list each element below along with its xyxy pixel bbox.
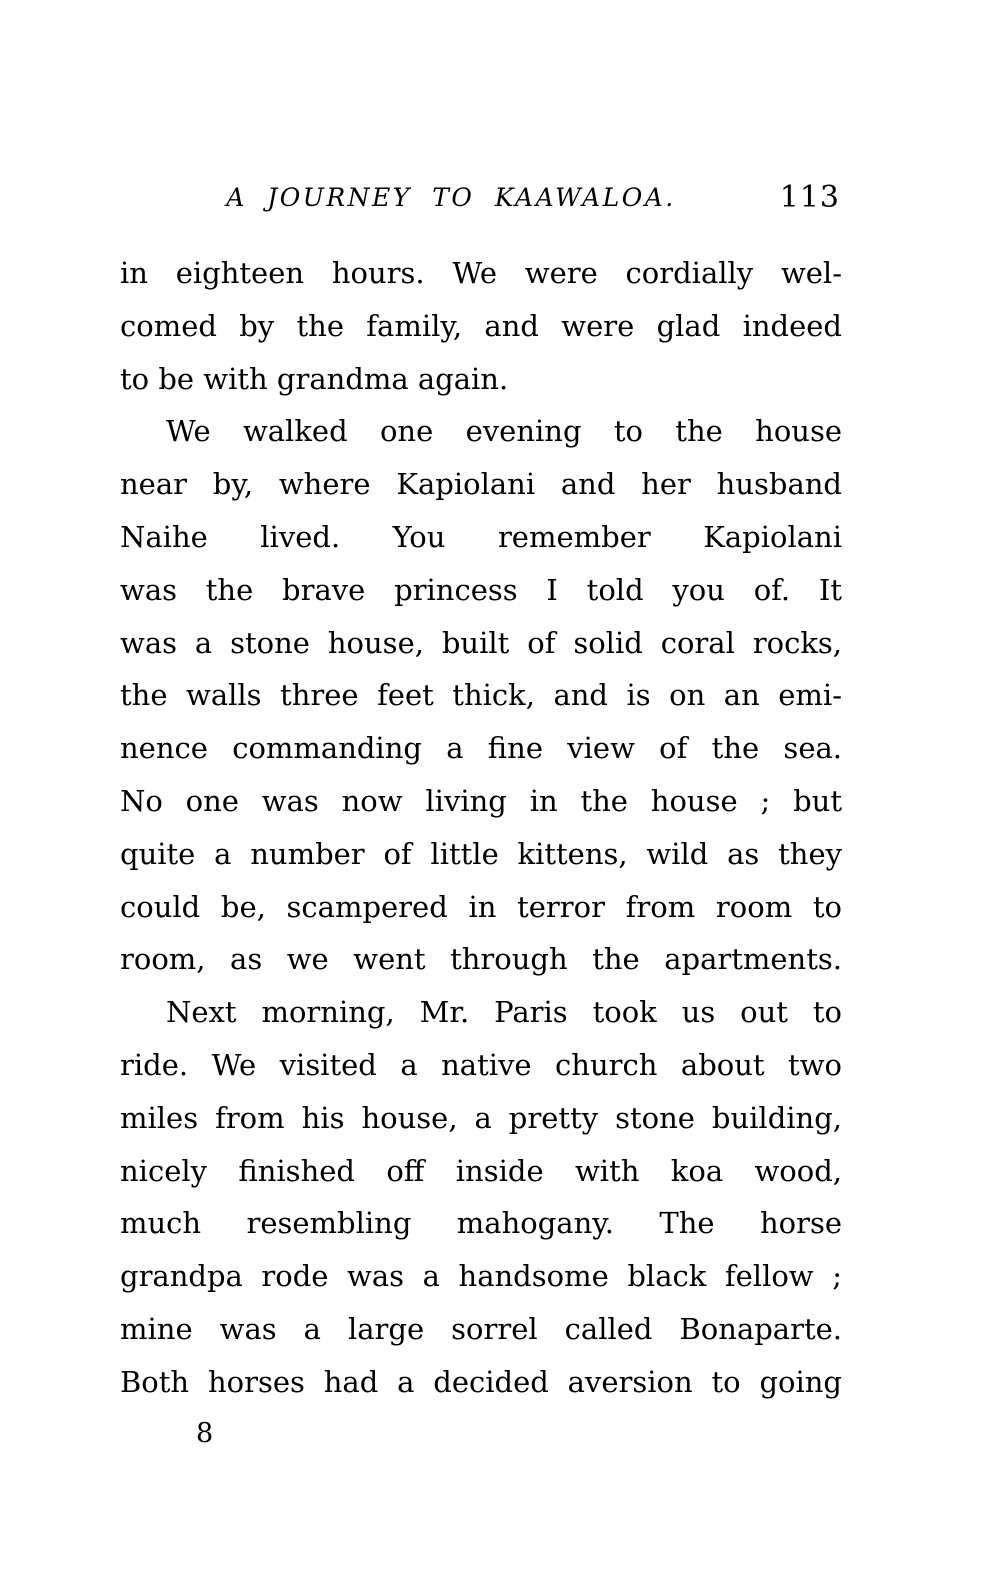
text-line: quite a number of little kittens, wild as they	[120, 836, 842, 871]
page-number: 113	[779, 180, 840, 215]
text-line: Naihe lived. You remember Kapiolani	[120, 519, 842, 554]
text-line: ride. We visited a native church about two	[120, 1047, 842, 1082]
text-line: room, as we went through the apartments.	[120, 942, 842, 977]
text-line: mine was a large sorrel called Bonaparte.	[120, 1311, 842, 1346]
text-line: in eighteen hours. We were cordially wel-	[120, 256, 842, 290]
text-line: comed by the family, and were glad indeed	[120, 308, 842, 343]
text-line: Next morning, Mr. Paris took us out to	[166, 995, 842, 1030]
text-line: nence commanding a fine view of the sea.	[120, 731, 842, 766]
text-line: much resembling mahogany. The horse	[120, 1206, 842, 1241]
text-line: No one was now living in the house ; but	[120, 783, 842, 818]
body-text	[120, 247, 842, 1409]
text-line: nicely finished off inside with koa wood,	[120, 1153, 842, 1188]
text-line: grandpa rode was a handsome black fellow ;	[120, 1259, 842, 1294]
text-line: the walls three feet thick, and is on an emi-	[120, 678, 842, 713]
text-line: miles from his house, a pretty stone building,	[120, 1100, 842, 1135]
running-header	[120, 180, 842, 218]
text-line: was a stone house, built of solid coral rocks,	[120, 625, 842, 660]
text-line: Both horses had a decided aversion to going	[120, 1364, 842, 1399]
text-line: was the brave princess I told you of. It	[120, 572, 842, 607]
running-header-title: A JOURNEY TO KAAWALOA.	[226, 183, 676, 212]
text-line: We walked one evening to the house	[166, 414, 842, 449]
printers-signature-mark: 8	[196, 1418, 214, 1449]
text-line: to be with grandma again.	[120, 361, 509, 396]
text-line: near by, where Kapiolani and her husband	[120, 467, 842, 502]
text-line: could be, scampered in terror from room to	[120, 889, 842, 924]
